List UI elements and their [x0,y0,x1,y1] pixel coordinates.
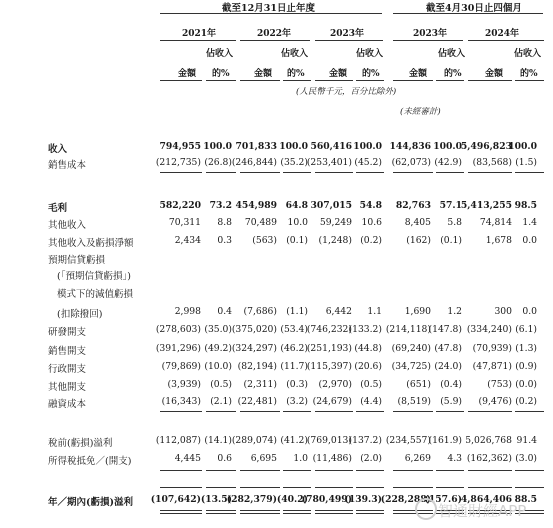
cell-r2-c9: 98.5 [514,200,537,211]
cell-r3-c7: 5.8 [447,217,462,228]
cell-r4-c6: (162) [406,235,431,246]
cell-r4-c0: 2,434 [174,235,201,246]
cell-r8-c1: 0.4 [217,306,232,317]
group-header-months: 截至4月30日止四個月 [426,3,522,14]
cell-r4-c1: 0.3 [217,235,232,246]
cell-r14-c5: (137.2) [348,435,382,446]
row-label-admin: 行政開支 [48,364,87,375]
row-label-other-expenses: 其他開支 [48,382,87,393]
cell-r3-c0: 70,311 [168,217,201,228]
row-label-pretax: 稅前(虧損)溢利 [48,438,113,449]
row-label-ecl-1: 預期信貸虧損 [48,255,106,266]
col-pct-2021: 佔收入 [206,49,234,59]
cell-r2-c2: 454,989 [235,200,277,211]
cell-r9-c0: (278,603) [155,324,201,335]
cell-r10-c9: (1.3) [515,343,537,354]
cell-r13-c4: (24,679) [312,396,352,407]
unit-note: (人民幣千元，百分比除外) [296,87,397,97]
cell-r11-c0: (79,869) [161,361,201,372]
col-amount-2022: 金額 [254,69,273,79]
cell-r0-c8: 5,496,823 [460,141,512,152]
cell-r9-c9: (6.1) [515,324,537,335]
cell-r10-c2: (324,297) [231,343,277,354]
cell-r16-c5: (139.3) [344,494,382,505]
cell-r3-c5: 10.6 [361,217,382,228]
cell-r12-c9: (0.0) [515,379,537,390]
row-label-gross-profit: 毛利 [48,203,68,214]
cell-r4-c7: (0.1) [440,235,462,246]
cell-r13-c0: (16,343) [161,396,201,407]
cell-r3-c2: 70,489 [244,217,277,228]
cell-r2-c1: 73.2 [209,200,232,211]
cell-r9-c4: (746,232) [306,324,352,335]
row-label-other-gains-losses: 其他收入及虧損淨額 [48,238,134,249]
cell-r14-c9: 91.4 [516,435,537,446]
cell-r9-c1: (35.0) [204,324,232,335]
cell-r0-c0: 794,955 [159,141,201,152]
cell-r8-c0: 2,998 [174,306,201,317]
col-pct2-2021: 的% [212,69,230,79]
cell-r0-c4: 560,416 [310,141,352,152]
cell-r10-c0: (391,296) [155,343,201,354]
row-label-revenue: 收入 [48,144,68,155]
cell-r1-c5: (45.2) [354,157,382,168]
cell-r0-c2: 701,833 [235,141,277,152]
col-amount-2023: 金額 [329,69,348,79]
cell-r1-c8: (83,568) [472,157,512,168]
cell-r12-c1: (0.5) [210,379,232,390]
cell-r0-c7: 100.0 [433,141,462,152]
cell-r12-c2: (2,311) [243,379,277,390]
cell-r12-c0: (3,939) [167,379,201,390]
cell-r16-c2: (282,379) [226,494,277,505]
cell-r15-c9: (3.0) [515,453,537,464]
cell-r9-c8: (334,240) [466,324,512,335]
row-label-ecl-2: (「預期信貸虧損」) [57,271,131,282]
watermark-text: 智通財經APP [438,502,527,520]
cell-r8-c2: (7,686) [243,306,277,317]
col-pct2-2023: 的% [362,69,380,79]
cell-r14-c1: (14.1) [204,435,232,446]
cell-r15-c3: 1.0 [293,453,308,464]
cell-r13-c2: (22,481) [237,396,277,407]
cell-r0-c1: 100.0 [203,141,232,152]
cell-r8-c5: 1.1 [367,306,382,317]
cell-r10-c8: (70,939) [472,343,512,354]
cell-r8-c4: 6,442 [325,306,352,317]
col-pct-2023-4m: 佔收入 [438,49,466,59]
cell-r2-c8: 5,413,255 [460,200,512,211]
cell-r16-c6: (228,288) [380,494,431,505]
cell-r14-c2: (289,074) [231,435,277,446]
cell-r8-c6: 1,690 [404,306,431,317]
cell-r14-c4: (769,013) [306,435,352,446]
cell-r14-c6: (234,557) [385,435,431,446]
cell-r15-c7: 4.3 [447,453,462,464]
col-pct2-2024-4m: 的% [520,69,538,79]
cell-r8-c7: 1.2 [447,306,462,317]
cell-r16-c0: (107,642) [150,494,201,505]
cell-r4-c8: 1,678 [485,235,512,246]
cell-r2-c6: 82,763 [395,200,431,211]
cell-r12-c6: (651) [406,379,431,390]
row-label-rnd: 研發開支 [48,327,87,338]
cell-r15-c2: 6,695 [250,453,277,464]
row-label-ecl-3: 模式下的減值虧損 [57,289,134,300]
cell-r3-c9: 1.4 [522,217,537,228]
col-pct2-2023-4m: 的% [444,69,462,79]
cell-r4-c5: (0.2) [360,235,382,246]
cell-r4-c3: (0.1) [286,235,308,246]
row-label-other-income: 其他收入 [48,220,87,231]
row-label-selling: 銷售開支 [48,346,87,357]
cell-r9-c5: (133.2) [348,324,382,335]
cell-r16-c4: (780,499) [301,494,352,505]
cell-r15-c1: 0.6 [217,453,232,464]
cell-r10-c5: (44.8) [354,343,382,354]
cell-r16-c1: (13.5) [200,494,232,505]
cell-r1-c7: (42.9) [434,157,462,168]
cell-r2-c7: 57.1 [439,200,462,211]
cell-r11-c6: (34,725) [391,361,431,372]
cell-r13-c7: (5.9) [440,396,462,407]
cell-r0-c6: 144,836 [389,141,431,152]
cell-r11-c5: (20.6) [354,361,382,372]
cell-r2-c4: 307,015 [310,200,352,211]
cell-r1-c1: (26.8) [204,157,232,168]
cell-r12-c7: (0.4) [440,379,462,390]
row-label-net-result: 年／期內(虧損)溢利 [48,497,133,508]
cell-r14-c3: (41.2) [280,435,308,446]
col-pct2-2022: 的% [287,69,305,79]
cell-r14-c8: 5,026,768 [465,435,512,446]
cell-r13-c1: (2.1) [210,396,232,407]
cell-r0-c3: 100.0 [279,141,308,152]
cell-r4-c9: 0.0 [522,235,537,246]
cell-r13-c8: (9,476) [478,396,512,407]
cell-r8-c9: 0.0 [522,306,537,317]
year-2024-4m: 2024年 [485,29,520,39]
col-amount-2024-4m: 金額 [485,69,504,79]
cell-r11-c8: (47,871) [472,361,512,372]
cell-r12-c3: (0.3) [286,379,308,390]
cell-r13-c3: (3.2) [286,396,308,407]
cell-r1-c4: (253,401) [306,157,352,168]
col-pct-2023: 佔收入 [356,49,384,59]
cell-r16-c7: (157.6) [424,494,462,505]
row-label-ecl-4: (扣除撥回) [57,309,103,320]
cell-r11-c1: (10.0) [204,361,232,372]
cell-r10-c1: (49.2) [204,343,232,354]
cell-r15-c5: (2.0) [360,453,382,464]
cell-r8-c3: (1.1) [286,306,308,317]
cell-r10-c3: (46.2) [280,343,308,354]
cell-r3-c3: 10.0 [287,217,308,228]
cell-r0-c5: 100.0 [353,141,382,152]
year-2023-4m: 2023年 [413,29,448,39]
cell-r11-c2: (82,194) [237,361,277,372]
year-2023: 2023年 [330,29,365,39]
col-amount-2021: 金額 [178,69,197,79]
watermark-logo-icon [415,498,437,520]
cell-r9-c7: (147.8) [428,324,462,335]
cell-r11-c3: (11.7) [280,361,308,372]
year-2021: 2021年 [182,29,217,39]
cell-r0-c9: 100.0 [508,141,537,152]
group-header-years: 截至12月31日止年度 [222,3,315,14]
cell-r12-c5: (0.5) [360,379,382,390]
cell-r10-c4: (251,193) [306,343,352,354]
cell-r12-c8: (753) [487,379,512,390]
cell-r10-c6: (69,240) [391,343,431,354]
cell-r15-c6: 6,269 [404,453,431,464]
cell-r8-c8: 300 [494,306,512,317]
unaudited-note: (未經審計) [400,107,441,117]
col-amount-2023-4m: 金額 [409,69,428,79]
cell-r2-c5: 54.8 [359,200,382,211]
cell-r3-c6: 8,405 [404,217,431,228]
cell-r16-c8: 4,864,406 [460,494,512,505]
cell-r4-c2: (563) [252,235,277,246]
row-label-cost-of-sales: 銷售成本 [48,160,87,171]
col-pct-2022: 佔收入 [281,49,309,59]
cell-r11-c4: (115,397) [306,361,352,372]
cell-r10-c7: (47.8) [434,343,462,354]
cell-r16-c9: 88.5 [514,494,537,505]
cell-r1-c2: (246,844) [231,157,277,168]
cell-r3-c1: 8.8 [217,217,232,228]
cell-r9-c6: (214,118) [385,324,431,335]
cell-r13-c9: (0.2) [515,396,537,407]
row-label-income-tax: 所得稅抵免／(開支) [48,456,132,467]
cell-r1-c0: (212,735) [155,157,201,168]
cell-r2-c3: 64.8 [285,200,308,211]
cell-r2-c0: 582,220 [159,200,201,211]
cell-r13-c6: (8,519) [397,396,431,407]
cell-r9-c2: (375,020) [231,324,277,335]
cell-r11-c7: (24.0) [434,361,462,372]
cell-r13-c5: (4.4) [360,396,382,407]
cell-r3-c8: 74,814 [479,217,512,228]
cell-r15-c8: (162,362) [466,453,512,464]
cell-r11-c9: (0.9) [515,361,537,372]
cell-r15-c0: 4,445 [174,453,201,464]
cell-r9-c3: (53.4) [280,324,308,335]
cell-r12-c4: (2,970) [318,379,352,390]
cell-r3-c4: 59,249 [319,217,352,228]
cell-r14-c7: (161.9) [428,435,462,446]
cell-r1-c6: (62,073) [391,157,431,168]
cell-r16-c3: (40.2) [276,494,308,505]
col-pct-2024-4m: 佔收入 [514,49,542,59]
cell-r15-c4: (11,486) [312,453,352,464]
row-label-finance-costs: 融資成本 [48,399,87,410]
cell-r1-c3: (35.2) [280,157,308,168]
cell-r4-c4: (1,248) [318,235,352,246]
cell-r1-c9: (1.5) [515,157,537,168]
cell-r14-c0: (112,087) [155,435,201,446]
year-2022: 2022年 [257,29,292,39]
